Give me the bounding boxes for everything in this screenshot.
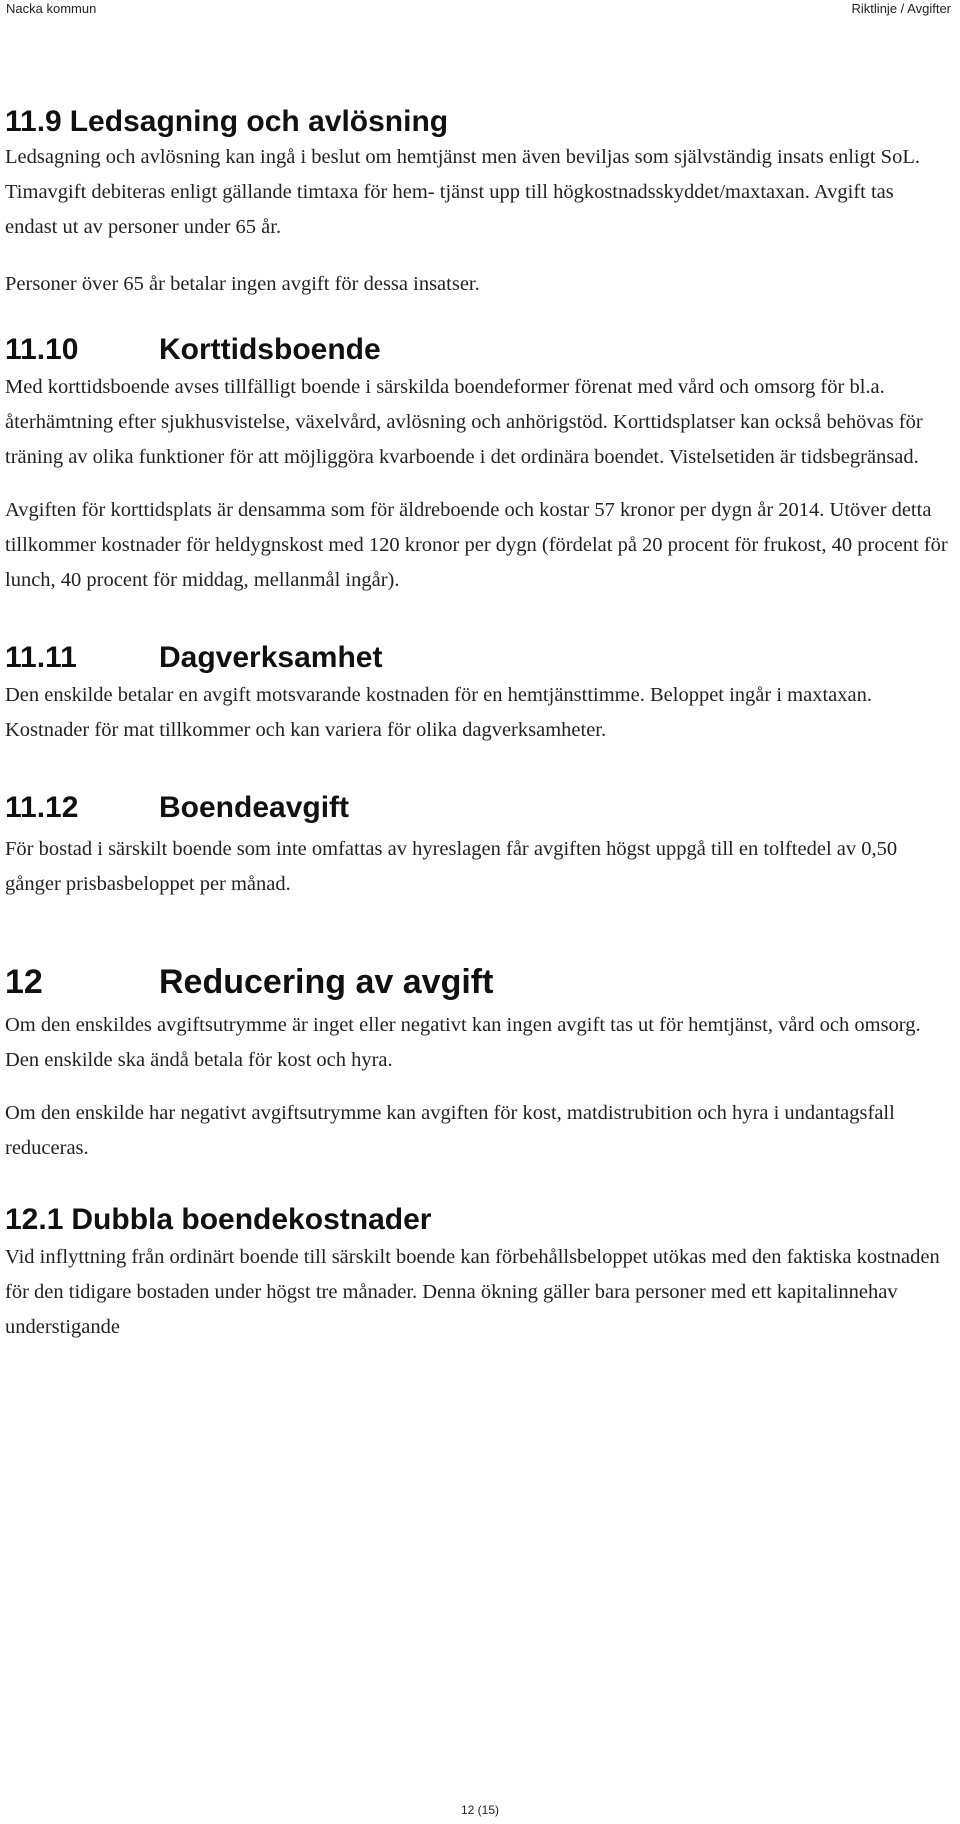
heading-title: Dagverksamhet — [159, 641, 383, 674]
heading-11-11 — [5, 640, 950, 676]
heading-number: 11.12 — [5, 791, 79, 824]
heading-title: Korttidsboende — [159, 333, 381, 366]
header-document-title: Riktlinje / Avgifter — [851, 1, 951, 16]
heading-title: Ledsagning och avlösning — [69, 105, 449, 138]
paragraph-12-1-1: Vid inflyttning från ordinärt boende till särskilt boende kan förbehållsbeloppet utökas med den faktiska kostnaden för den tidigare bostaden under högst tre månader. Denna ökning gäller bara personer med ett kapitalinnehav understigande — [5, 1246, 940, 1338]
heading-title: Boendeavgift — [159, 791, 350, 824]
paragraph-12-1: Om den enskildes avgiftsutrymme är inget eller negativt kan ingen avgift tas ut för hemtjänst, vård och omsorg. Den enskilde ska ändå betala för kost och hyra. — [5, 1014, 921, 1071]
heading-11-10 — [5, 332, 950, 368]
page-number: 12 (15) — [460, 1803, 500, 1817]
paragraph-11-12-1: För bostad i särskilt boende som inte omfattas av hyreslagen får avgiften högst uppgå till en tolftedel av 0,50 gånger prisbasbeloppet per månad. — [5, 838, 898, 895]
paragraph-12-2: Om den enskilde har negativt avgiftsutrymme kan avgiften för kost, matdistrubition och hyra i undantagsfall reduceras. — [5, 1102, 895, 1159]
heading-number: 12 — [5, 963, 43, 1001]
heading-number: 11.10 — [5, 333, 79, 366]
heading-12 — [5, 962, 950, 1002]
paragraph-11-9-2: Personer över 65 år betalar ingen avgift för dessa insatser. — [5, 273, 480, 295]
paragraph-11-10-2: Avgiften för korttidsplats är densamma som för äldreboende och kostar 57 kronor per dygn år 2014. Utöver detta tillkommer kostnader för heldygnskost med 120 kronor per dygn (fördelat på 20 procent för frukost, 40 procent för lunch, 40 procent för middag, mellanmål ingår). — [5, 499, 948, 591]
running-header — [0, 0, 960, 20]
paragraph-11-9-1: Ledsagning och avlösning kan ingå i beslut om hemtjänst men även beviljas som självständig insats enligt SoL. Timavgift debiteras enligt gällande timtaxa för hem- tjänst upp till högkostnadsskyddet/maxtaxan. Avgift tas endast ut av personer under 65 år. — [5, 146, 920, 238]
heading-title: Reducering av avgift — [159, 963, 494, 1001]
paragraph-11-11-1: Den enskilde betalar en avgift motsvarande kostnaden för en hemtjänsttimme. Beloppet ingår i maxtaxan. Kostnader för mat tillkommer och kan variera för olika dagverksamheter. — [5, 684, 872, 741]
heading-number: 11.11 — [5, 641, 77, 674]
document-body — [5, 104, 950, 1345]
heading-11-9 — [5, 104, 950, 140]
heading-number: 11.9 — [5, 105, 62, 138]
heading-number: 12.1 — [5, 1203, 64, 1236]
header-organization: Nacka kommun — [6, 1, 97, 16]
heading-12-1 — [5, 1202, 950, 1238]
paragraph-11-10-1: Med korttidsboende avses tillfälligt boende i särskilda boendeformer förenat med vård och omsorg för bl.a. återhämtning efter sjukhusvistelse, växelvård, avlösning och anhörigstöd. Korttidsplatser kan också behövas för träning av olika funktioner för att möjliggöra kvarboende i det ordinära boendet. Vistelsetiden är tidsbegränsad. — [5, 376, 923, 468]
heading-11-12 — [5, 790, 950, 826]
heading-title: Dubbla boendekostnader — [71, 1203, 432, 1236]
